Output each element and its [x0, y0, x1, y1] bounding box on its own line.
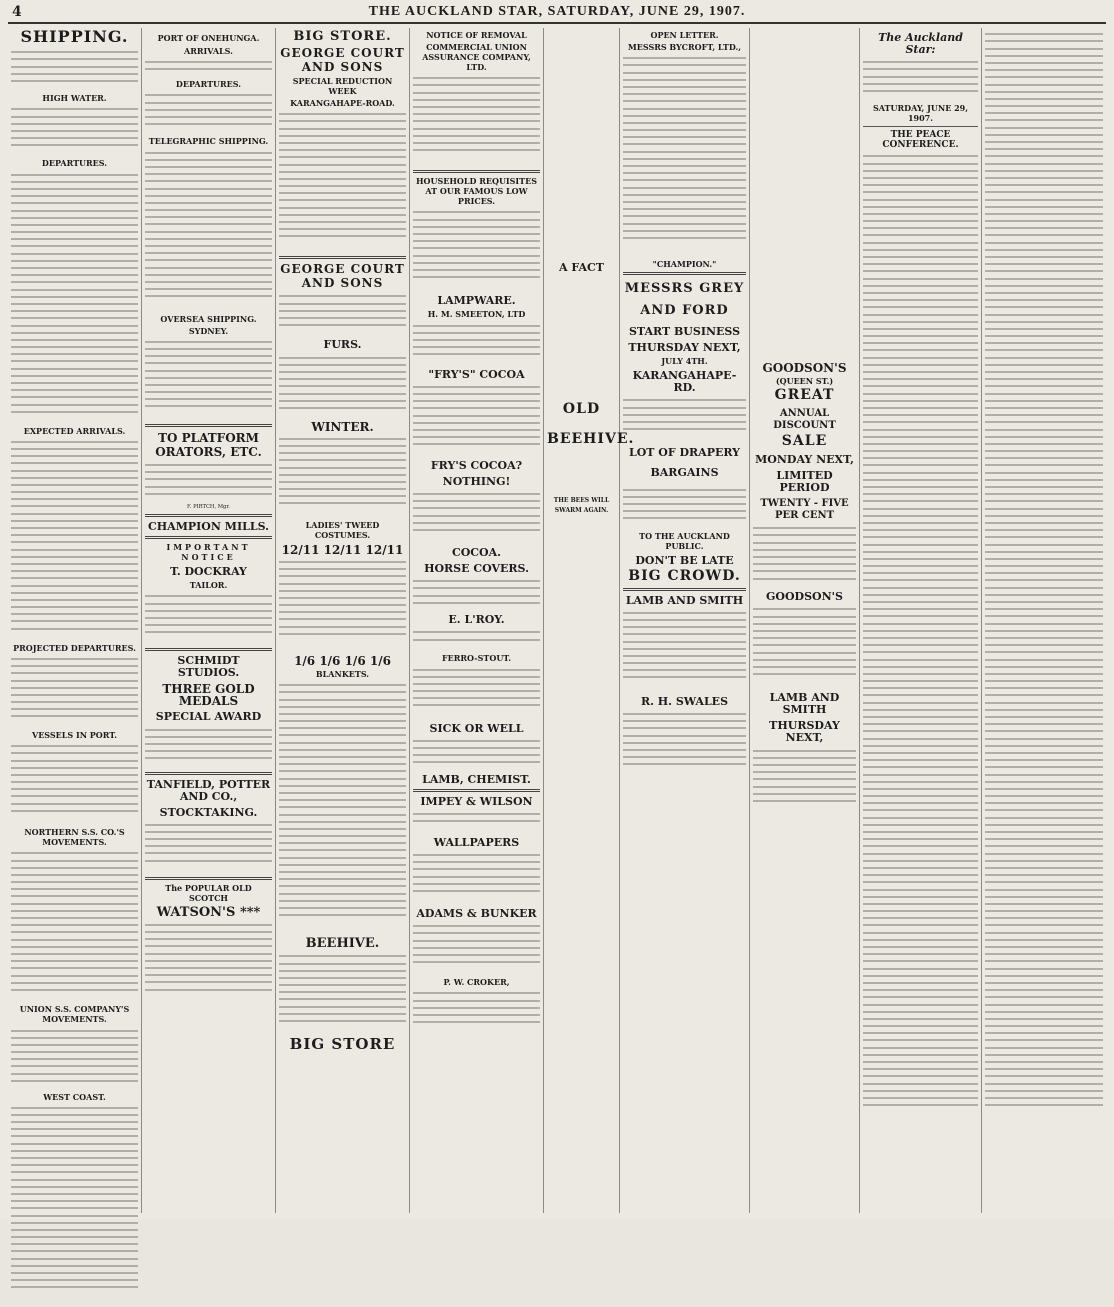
limited-period: LIMITED PERIOD: [776, 469, 833, 494]
column-beehive: [544, 28, 635, 1213]
croker: P. W. CROKER,: [443, 977, 510, 988]
oversea-heading: OVERSEA SHIPPING.: [160, 313, 257, 324]
shipping-heading: SHIPPING.: [20, 27, 129, 46]
dockray-name: T. DOCKRAY: [170, 565, 247, 579]
column-editorial: [860, 28, 982, 1213]
vessels-in-port-heading: VESSELS IN PORT.: [31, 729, 117, 740]
telegraphic-heading: TELEGRAPHIC SHIPPING.: [148, 136, 269, 147]
frys-cocoa-question: FRY'S COCOA?: [430, 458, 523, 472]
peace-conference: THE PEACE CONFERENCE.: [882, 130, 959, 151]
column-goodsons: [750, 28, 860, 1213]
important-notice: IMPORTANT NOTICE: [166, 542, 251, 563]
dont-be-late: DON'T BE LATE: [635, 553, 734, 567]
three-gold-medals: THREE GOLD MEDALS: [162, 682, 255, 709]
great: GREAT: [774, 387, 835, 403]
furs-heading: FURS.: [323, 338, 362, 352]
bees-swarm: THE BEES WILL SWARM AGAIN.: [553, 497, 610, 514]
sale: SALE: [781, 433, 828, 449]
special-award: SPECIAL AWARD: [155, 710, 262, 724]
karangahape-road: KARANGAHAPE-ROAD.: [290, 98, 395, 108]
grey-ford: MESSRS GREY AND FORD: [624, 281, 745, 319]
queen-st: (QUEEN ST.): [775, 376, 834, 386]
column-onehunga: [142, 28, 276, 1213]
paper-name: The Auckland Star:: [878, 31, 963, 56]
goodsons-2: GOODSON'S: [766, 590, 843, 604]
departures2-heading: DEPARTURES.: [175, 79, 242, 90]
tanfield-ad: TANFIELD, POTTER AND CO.,: [146, 777, 271, 803]
monday-next: MONDAY NEXT,: [755, 453, 854, 466]
tweed-costumes: LADIES' TWEED COSTUMES.: [305, 519, 380, 540]
editorial-date: SATURDAY, JUNE 29, 1907.: [873, 103, 968, 124]
george-court-mid: GEORGE COURT AND SONS: [280, 262, 405, 291]
smeeton: H. M. SMEETON, LTD: [427, 309, 526, 320]
commercial-union: COMMERCIAL UNION ASSURANCE COMPANY, LTD.: [422, 42, 531, 72]
open-letter: OPEN LETTER.: [650, 30, 719, 40]
swales: R. H. SWALES: [640, 694, 729, 708]
lamb-chemist: LAMB, CHEMIST.: [422, 772, 531, 786]
popular-scotch: The POPULAR OLD SCOTCH: [165, 882, 252, 903]
lamb-smith: LAMB AND SMITH: [625, 593, 744, 607]
watsons: WATSON'S ***: [156, 904, 261, 920]
wallpapers: WALLPAPERS: [433, 835, 520, 849]
start-business: START BUSINESS: [628, 325, 741, 339]
adams-bunker: ADAMS & BUNKER: [416, 907, 537, 921]
page-number: 4: [12, 4, 22, 20]
george-court-name: GEORGE COURT AND SONS: [280, 46, 405, 74]
costume-prices: 12/11 12/11 12/11: [281, 542, 404, 557]
sick-or-well: SICK OR WELL: [429, 721, 524, 735]
column-news: [982, 28, 1106, 1213]
west-coast-heading: WEST COAST.: [43, 1091, 106, 1102]
northern-movements-heading: NORTHERN S.S. CO.'S MOVEMENTS.: [24, 827, 125, 848]
column-george-court: [276, 28, 410, 1213]
cocoa-heading: COCOA.: [451, 545, 502, 559]
eloy: E. L'ROY.: [448, 613, 505, 627]
nothing: NOTHING!: [442, 474, 511, 488]
lampware-heading: LAMPWARE.: [437, 294, 516, 308]
lamb-smith-2: LAMB AND SMITH: [769, 691, 840, 717]
twenty-five-percent: TWENTY - FIVE PER CENT: [760, 498, 849, 521]
a-fact: A FACT: [558, 261, 604, 274]
high-water-heading: HIGH WATER.: [42, 93, 107, 104]
newspaper-title: THE AUCKLAND STAR, SATURDAY, JUNE 29, 1907.: [368, 4, 746, 19]
notice-removal: NOTICE OF REMOVAL: [426, 30, 527, 40]
july-4th: JULY 4TH.: [661, 356, 708, 367]
horse-covers: HORSE COVERS.: [424, 561, 529, 575]
impey-wilson: IMPEY & WILSON: [420, 794, 533, 808]
drapery-bargains: LOT OF DRAPERY BARGAINS: [628, 446, 741, 480]
annual-discount: ANNUAL DISCOUNT: [773, 408, 836, 431]
old-beehive: OLD BEEHIVE.: [547, 401, 635, 447]
stocktaking: STOCKTAKING.: [159, 805, 258, 819]
platform-orators-ad: TO PLATFORM ORATORS, ETC.: [155, 430, 262, 459]
household-requisites: HOUSEHOLD REQUISITES AT OUR FAMOUS LOW PRICES.: [415, 176, 538, 207]
beehive-heading: BEEHIVE.: [305, 936, 380, 952]
column-commercial: [410, 28, 544, 1213]
expected-arrivals-heading: EXPECTED ARRIVALS.: [23, 425, 126, 436]
karangahape-rd: KARANGAHAPE-RD.: [632, 369, 737, 395]
bycroft: MESSRS BYCROFT, LTD.,: [627, 42, 742, 52]
column-shipping: [8, 28, 142, 1213]
big-store-bottom: BIG STORE: [289, 1035, 396, 1054]
thursday-next-2: THURSDAY NEXT,: [769, 719, 840, 745]
dockray-tailor: TAILOR.: [189, 580, 228, 591]
towel-prices: 1/6 1/6 1/6 1/6: [294, 653, 391, 668]
big-crowd: BIG CROWD.: [628, 567, 741, 584]
champion-sig: "CHAMPION.": [652, 259, 717, 270]
union-movements-heading: UNION S.S. COMPANY'S MOVEMENTS.: [19, 1004, 130, 1025]
special-reduction: SPECIAL REDUCTION WEEK: [292, 76, 393, 96]
arrivals-heading: ARRIVALS.: [184, 46, 233, 56]
platform-sig: F. PIRTCH, Mgr.: [187, 503, 230, 510]
auckland-public: TO THE AUCKLAND PUBLIC.: [639, 530, 730, 551]
ferro-stout: FERRO-STOUT.: [441, 653, 512, 664]
projected-departures-heading: PROJECTED DEPARTURES.: [13, 642, 136, 653]
departures-heading: DEPARTURES.: [41, 158, 108, 169]
champion-mills-ad: CHAMPION MILLS.: [148, 520, 269, 534]
schmidt-studios-ad: SCHMIDT STUDIOS.: [177, 654, 240, 680]
masthead: [8, 4, 1106, 24]
winter-heading: WINTER.: [311, 419, 374, 434]
goodsons: GOODSON'S: [762, 361, 847, 375]
onehunga-heading: PORT OF ONEHUNGA.: [157, 33, 260, 43]
blankets-heading: BLANKETS.: [315, 668, 370, 679]
thursday-next: THURSDAY NEXT,: [628, 341, 741, 355]
column-grey-ford: [620, 28, 750, 1213]
frys-cocoa: "FRY'S" COCOA: [428, 367, 525, 381]
big-store-top: BIG STORE.: [293, 29, 392, 44]
sydney-heading: SYDNEY.: [188, 325, 229, 336]
